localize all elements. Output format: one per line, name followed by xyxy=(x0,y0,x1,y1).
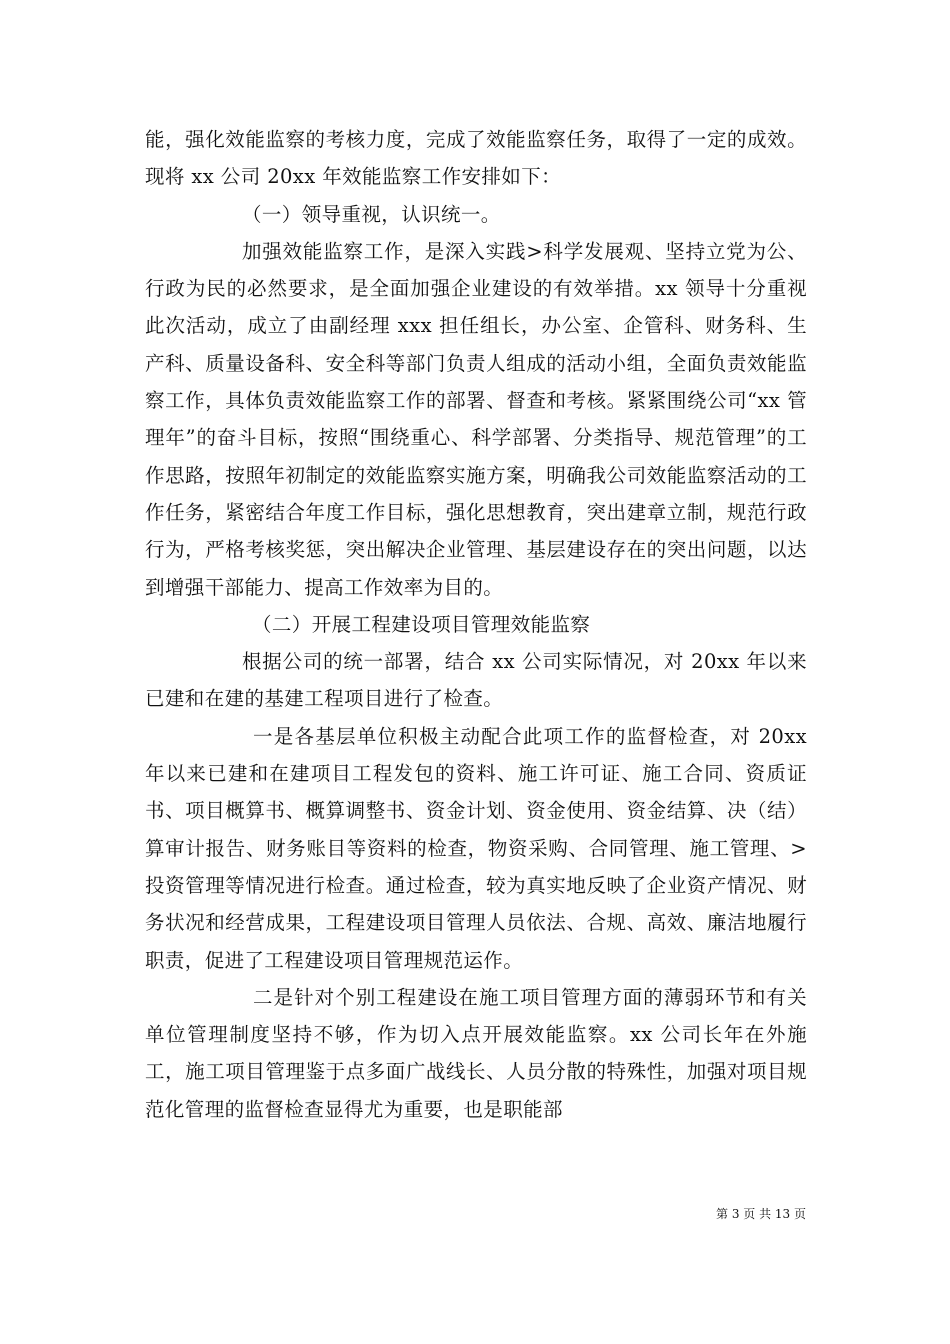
section-heading-2: （二）开展工程建设项目管理效能监察 xyxy=(252,612,591,636)
paragraph-point-one: 一是各基层单位积极主动配合此项工作的监督检查，对 20xx 年以来已建和在建项目工程发包的资料、施工许可证、施工合同、资质证书、项目概算书、概算调整书、资金计划、资金使用、资金结算、决（结）算审计报告、财务账目等资料的检查，物资采购、合同管理、施工管理、>投资管理等情况进行检查。通过检查，较为真实地反映了企业资产情况、财务状况和经营成果，工程建设项目管理人员依法、合规、高效、廉洁地履行职责，促进了工程建设项目管理规范运作。 xyxy=(145,724,807,972)
paragraph-point-two: 二是针对个别工程建设在施工项目管理方面的薄弱环节和有关单位管理制度坚持不够，作为切入点开展效能监察。xx 公司长年在外施工，施工项目管理鉴于点多面广战线长、人员分散的特殊性，加强对项目规范化管理的监督检查显得尤为重要，也是职能部 xyxy=(145,985,807,1121)
paragraph-intro-continuation: 能，强化效能监察的考核力度，完成了效能监察任务，取得了一定的成效。现将 xx 公司 20xx 年效能监察工作安排如下： xyxy=(145,128,807,189)
paragraph-inspection-intro: 根据公司的统一部署，结合 xx 公司实际情况，对 20xx 年以来已建和在建的基建工程项目进行了检查。 xyxy=(145,650,807,711)
document-body xyxy=(145,121,807,1128)
page-number-footer: 第 3 页 共 13 页 xyxy=(716,1207,806,1221)
section-heading-1: （一）领导重视，认识统一。 xyxy=(242,202,501,226)
paragraph-leadership: 加强效能监察工作，是深入实践>科学发展观、坚持立党为公、行政为民的必然要求，是全面加强企业建设的有效举措。xx 领导十分重视此次活动，成立了由副经理 xxx 担任组长，办公室、企管科、财务科、生产科、质量设备科、安全科等部门负责人组成的活动小组，全面负责效能监察工作，具体负责效能监察工作的部署、督查和考核。紧紧围绕公司“xx 管理年”的奋斗目标，按照“围绕重心、科学部署、分类指导、规范管理”的工作思路，按照年初制定的效能监察实施方案，明确我公司效能监察活动的工作任务，紧密结合年度工作目标，强化思想教育，突出建章立制，规范行政行为，严格考核奖惩，突出解决企业管理、基层建设存在的突出问题，以达到增强干部能力、提高工作效率为目的。 xyxy=(145,239,807,599)
